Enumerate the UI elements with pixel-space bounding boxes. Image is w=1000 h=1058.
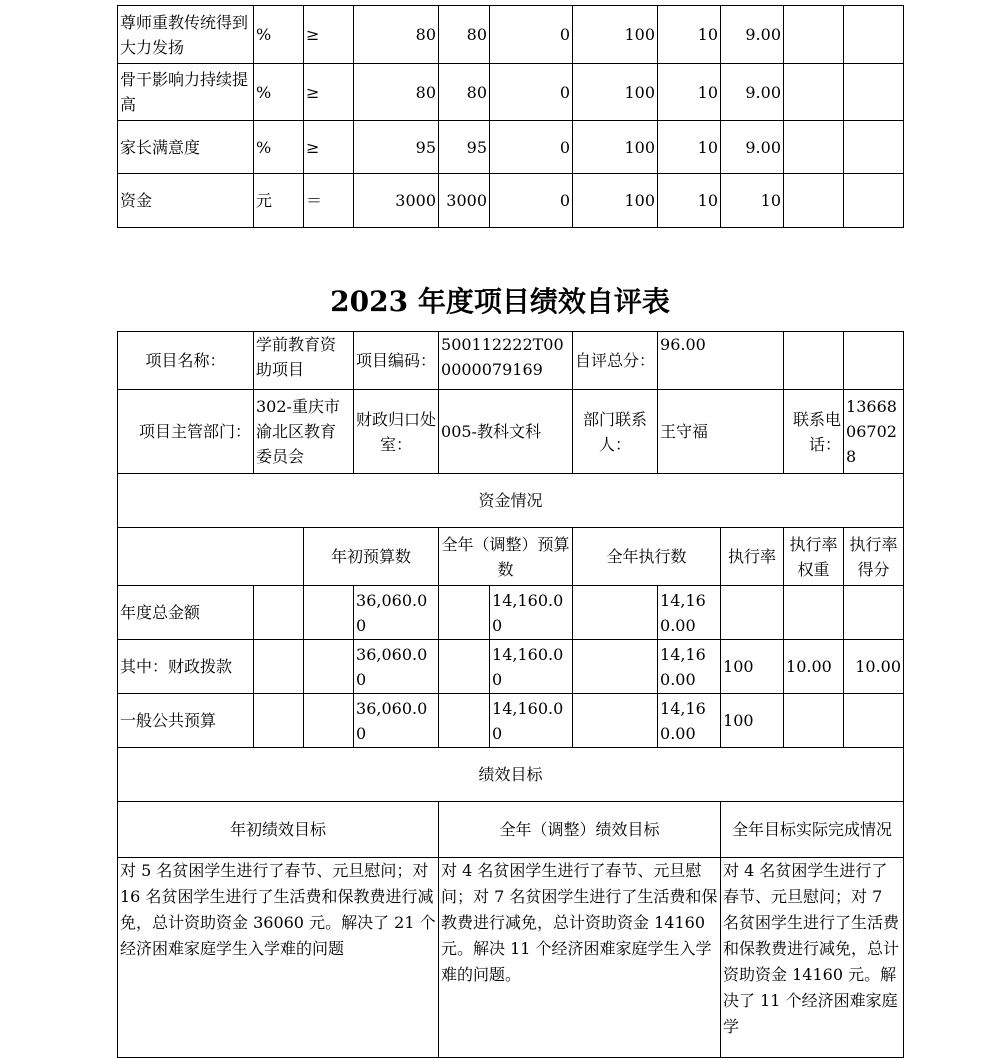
header-initial-goal: 年初绩效目标 [118,802,439,858]
funds-adjusted: 14,160.00 [490,586,573,640]
table-row [118,174,904,228]
empty-cell [439,694,490,748]
funds-budget: 36,060.00 [354,640,439,694]
header-adjusted: 全年（调整）预算数 [439,528,573,586]
phone-label: 联系电话： [784,390,844,474]
empty-cell [573,586,658,640]
indicator-value: 10 [658,64,721,121]
table-row [118,694,904,748]
indicator-actual: 3000 [439,174,490,228]
empty-cell [784,64,844,121]
indicator-actual: 80 [439,6,490,64]
table-row [118,586,904,640]
funds-weight [784,694,844,748]
empty-cell [573,694,658,748]
funds-score: 10.00 [844,640,904,694]
indicator-value: 100 [573,6,658,64]
initial-goal-text: 对 5 名贫困学生进行了春节、元旦慰问；对 16 名贫困学生进行了生活费和保教费进行减免，总计资助资金 36060 元。解决了 21 个经济困难家庭学生入学难的问题 [118,858,439,1058]
funds-rate: 100 [721,640,784,694]
table-row [118,858,904,1058]
table-row [118,390,904,474]
header-score: 执行率得分 [844,528,904,586]
empty-cell [844,121,904,174]
funds-adjusted: 14,160.00 [490,694,573,748]
dept-label: 项目主管部门： [118,390,254,474]
indicator-score: 9.00 [721,6,784,64]
indicator-target: 80 [354,64,439,121]
indicator-unit: % [254,64,304,121]
funds-weight: 10.00 [784,640,844,694]
table-row [118,640,904,694]
indicator-value: 100 [573,174,658,228]
funds-row-label: 一般公共预算 [118,694,254,748]
indicator-value: 0 [490,174,573,228]
indicator-target: 3000 [354,174,439,228]
project-name: 学前教育资助项目 [254,332,354,390]
indicator-score: 10 [721,174,784,228]
indicator-operator: ＝ [304,174,354,228]
indicator-value: 0 [490,6,573,64]
table-row [118,474,904,528]
self-score-label: 自评总分： [573,332,658,390]
indicator-score: 9.00 [721,121,784,174]
funds-executed: 14,160.00 [658,694,721,748]
empty-cell [844,64,904,121]
empty-cell [439,640,490,694]
phone: 13668067028 [844,390,904,474]
empty-cell [304,694,354,748]
empty-cell [784,121,844,174]
project-name-label: 项目名称： [118,332,254,390]
indicator-target: 80 [354,6,439,64]
empty-cell [254,640,304,694]
indicator-value: 10 [658,6,721,64]
table-row [118,332,904,390]
table-row [118,6,904,64]
dept: 302-重庆市渝北区教育委员会 [254,390,354,474]
evaluation-table [117,331,904,1058]
indicator-value: 10 [658,174,721,228]
funds-adjusted: 14,160.00 [490,640,573,694]
funds-rate: 100 [721,694,784,748]
empty-cell [254,694,304,748]
indicator-value: 10 [658,121,721,174]
table-row [118,528,904,586]
funds-row-label: 其中：财政拨款 [118,640,254,694]
empty-cell [844,174,904,228]
project-code: 500112222T000000079169 [439,332,573,390]
funds-budget: 36,060.00 [354,694,439,748]
adjusted-goal-text: 对 4 名贫困学生进行了春节、元旦慰问；对 7 名贫困学生进行了生活费和保教费进行减免，总计资助资金 14160 元。解决 11 个经济困难家庭学生入学难的问题。 [439,858,721,1058]
table-row [118,64,904,121]
indicator-name: 尊师重教传统得到大力发扬 [118,6,254,64]
project-code-label: 项目编码： [354,332,439,390]
indicator-actual: 95 [439,121,490,174]
empty-cell [573,640,658,694]
indicator-target: 95 [354,121,439,174]
indicator-value: 0 [490,121,573,174]
indicator-value: 100 [573,64,658,121]
header-actual-goal: 全年目标实际完成情况 [721,802,904,858]
indicator-operator: ≥ [304,64,354,121]
empty-cell [254,586,304,640]
header-rate: 执行率 [721,528,784,586]
empty-cell [118,528,304,586]
indicator-table [117,5,904,228]
table-row [118,802,904,858]
office-label: 财政归口处室： [354,390,439,474]
funds-section-title: 资金情况 [118,474,904,528]
header-budget: 年初预算数 [304,528,439,586]
empty-cell [784,6,844,64]
indicator-name: 骨干影响力持续提高 [118,64,254,121]
page-title: 2023 年度项目绩效自评表 [330,285,670,318]
funds-weight [784,586,844,640]
empty-cell [784,174,844,228]
funds-score [844,694,904,748]
funds-score [844,586,904,640]
indicator-value: 0 [490,64,573,121]
header-weight: 执行率权重 [784,528,844,586]
empty-cell [304,640,354,694]
header-executed: 全年执行数 [573,528,721,586]
self-score: 96.00 [658,332,784,390]
indicator-unit: % [254,6,304,64]
office: 005-教科文科 [439,390,573,474]
indicator-unit: % [254,121,304,174]
contact: 王守福 [658,390,784,474]
indicator-score: 9.00 [721,64,784,121]
funds-executed: 14,160.00 [658,640,721,694]
indicator-name: 资金 [118,174,254,228]
header-adjusted-goal: 全年（调整）绩效目标 [439,802,721,858]
empty-cell [784,332,844,390]
indicator-operator: ≥ [304,6,354,64]
contact-label: 部门联系人： [573,390,658,474]
indicator-unit: 元 [254,174,304,228]
funds-budget: 36,060.00 [354,586,439,640]
table-row [118,121,904,174]
table-row [118,748,904,802]
indicator-actual: 80 [439,64,490,121]
funds-row-label: 年度总金额 [118,586,254,640]
empty-cell [304,586,354,640]
indicator-name: 家长满意度 [118,121,254,174]
actual-goal-text: 对 4 名贫困学生进行了春节、元旦慰问；对 7 名贫困学生进行了生活费和保教费进行减免，总计资助资金 14160 元。解决了 11 个经济困难家庭学 [721,858,904,1058]
goals-section-title: 绩效目标 [118,748,904,802]
empty-cell [439,586,490,640]
funds-rate [721,586,784,640]
indicator-operator: ≥ [304,121,354,174]
funds-executed: 14,160.00 [658,586,721,640]
empty-cell [844,6,904,64]
empty-cell [844,332,904,390]
indicator-value: 100 [573,121,658,174]
